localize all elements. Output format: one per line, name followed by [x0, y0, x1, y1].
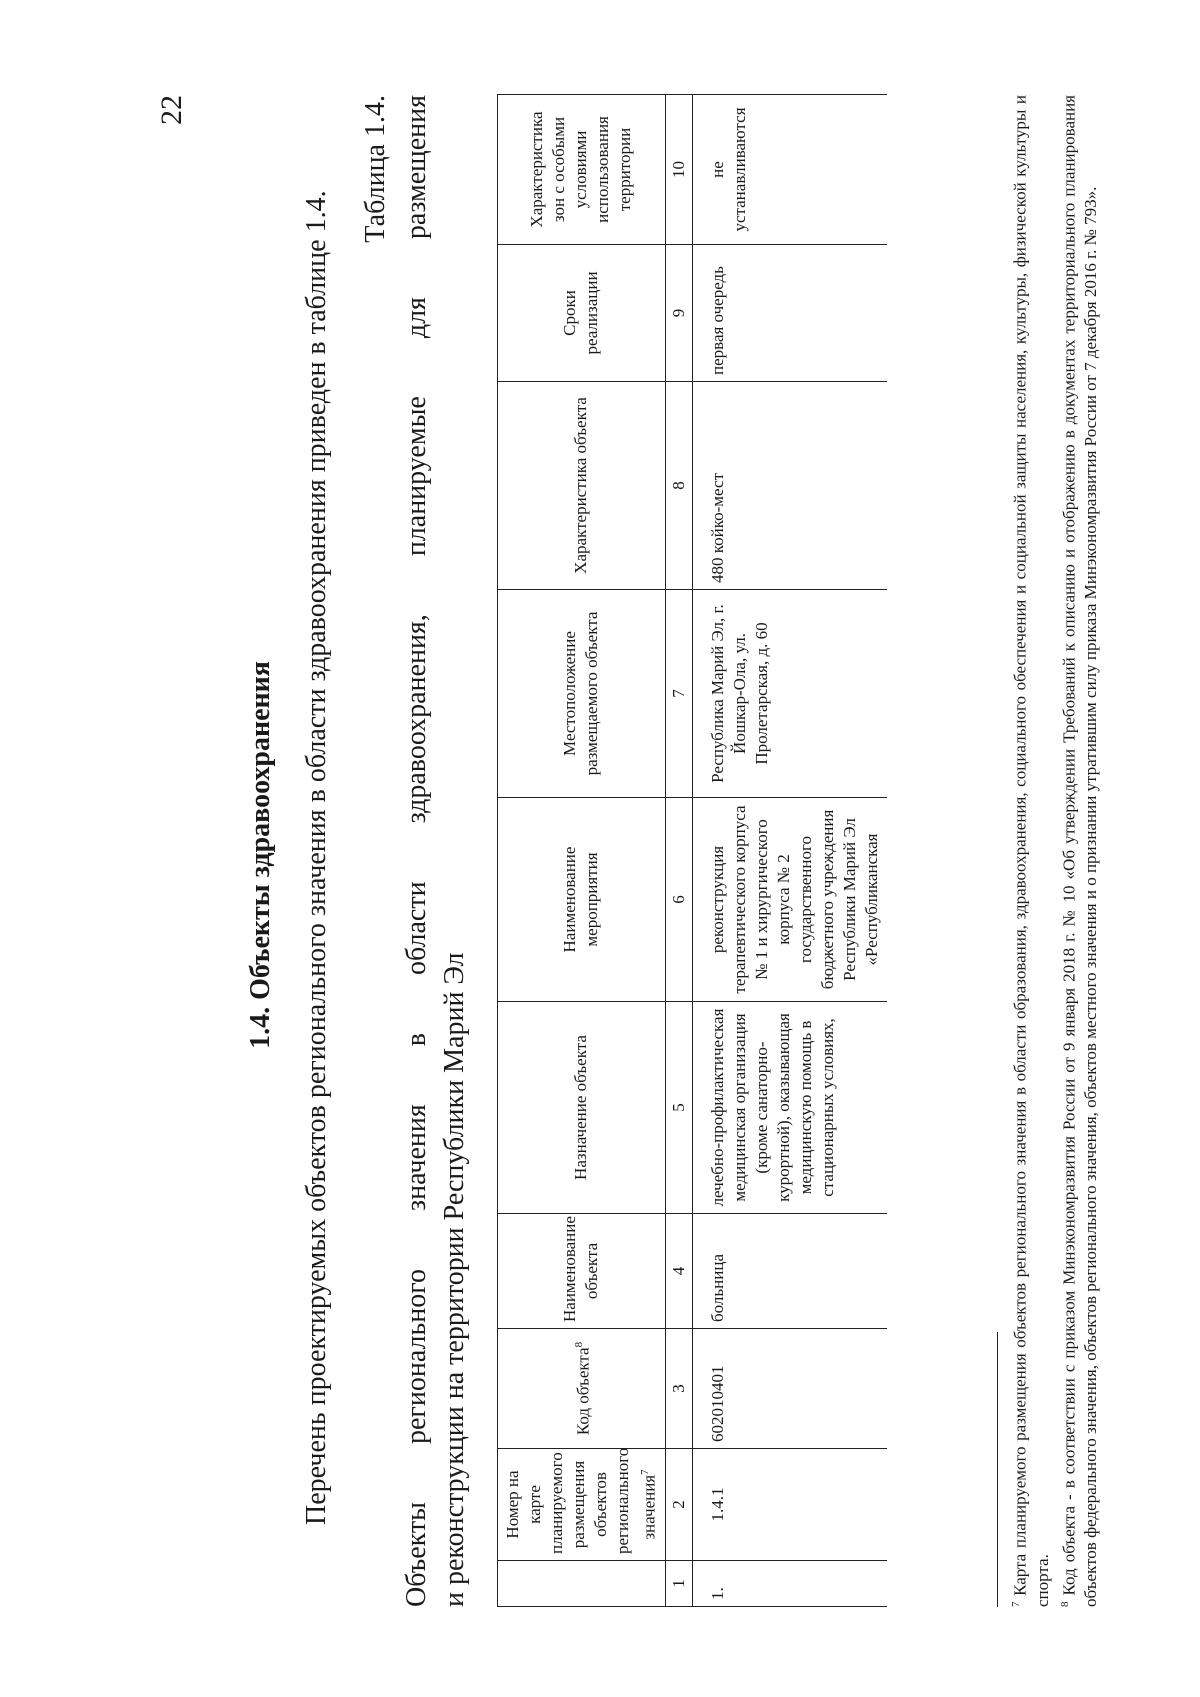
column-number: 2 — [665, 1449, 692, 1561]
footnote-mark-8: 8 — [573, 1341, 585, 1348]
header-cell-6: Наименование мероприятия — [498, 798, 666, 1002]
implementation-terms: первая очередь — [692, 245, 887, 382]
header-cell-1 — [498, 1561, 666, 1607]
object-purpose: лечебно-профилактическая медицинская организация (кроме санаторно-курортной), оказывающая медицинскую помощь в стационарных условиях, — [692, 1002, 887, 1214]
footnote-mark: 7 — [1010, 1601, 1022, 1607]
header-cell-10: Характеристика зон с особыми условиями использования территории — [498, 95, 666, 245]
object-location: Республика Марий Эл, г. Йошкар-Ола, ул. Пролетарская, д. 60 — [692, 590, 887, 798]
table-caption: Таблица 1.4. — [360, 95, 391, 243]
column-number: 1 — [665, 1561, 692, 1607]
footnotes — [1005, 95, 1102, 1607]
rotated-page-content — [45, 65, 1105, 1645]
section-title: 1.4. Объекты здравоохранения — [245, 661, 276, 1049]
header-cell-9: Сроки реализации — [498, 245, 666, 382]
footnote-text: Карта планируемого размещения объектов регионального значения в области образования, здравоохранения, социального обеспечения и социальной защиты населения, культуры, физической культуры и спорта. — [1010, 95, 1052, 1607]
footnote-text: Код объекта - в соответствии с приказом Минэкономразвития России от 9 января 2018 г. № 10 «Об утверждении Требований к описанию и отображению в документах территориального планирования объектов федерального значения, объектов регионального значения, объектов местного значения и о признании утратившим силу приказа Минэкономразвития России от 7 декабря 2016 г. № 793». — [1059, 94, 1101, 1607]
table-header-row — [498, 95, 666, 1607]
row-index: 1. — [692, 1561, 887, 1607]
object-characteristic: 480 койко-мест — [692, 382, 887, 590]
header-cell-7: Местоположение размещаемого объекта — [498, 590, 666, 798]
objects-table — [497, 94, 887, 1607]
zone-characteristic: не устанавливаются — [692, 95, 887, 245]
footnote-divider — [997, 1332, 998, 1607]
object-name: больница — [692, 1214, 887, 1329]
column-number: 8 — [665, 382, 692, 590]
column-number: 10 — [665, 95, 692, 245]
header-cell-5: Назначение объекта — [498, 1002, 666, 1214]
column-number-row — [665, 95, 692, 1607]
table-row — [692, 95, 887, 1607]
column-number: 3 — [665, 1329, 692, 1449]
column-number: 5 — [665, 1002, 692, 1214]
object-code: 602010401 — [692, 1329, 887, 1449]
footnote-8 — [1054, 95, 1103, 1607]
column-number: 9 — [665, 245, 692, 382]
footnote-mark: 8 — [1058, 1601, 1071, 1607]
table-heading-line-2: и реконструкции на территории Республики Марий Эл — [439, 952, 470, 1607]
footnote-7 — [1005, 95, 1054, 1607]
header-cell-4: Наименование объекта — [498, 1214, 666, 1329]
column-number: 4 — [665, 1214, 692, 1329]
table-heading-line-1: Объекты регионального значения в области здравоохранения, планируемые для размещения — [401, 95, 432, 1607]
map-number: 1.4.1 — [692, 1449, 887, 1561]
column-number: 7 — [665, 590, 692, 798]
table-heading — [398, 95, 474, 1607]
header-cell-2: Номер на карте планируемого размещения объектов регионального значения$^7$ — [498, 1449, 666, 1561]
page-number: 22 — [155, 95, 188, 125]
measure-name: реконструкция терапевтического корпуса № 1 и хирургического корпуса № 2 государственного бюджетного учреждения Республики Марий Эл «Республиканская — [692, 798, 887, 1002]
header-cell-8: Характеристика объекта — [498, 382, 666, 590]
header-cell-3: Код объекта$^8$ — [498, 1329, 666, 1449]
footnote-mark-7: 7 — [639, 1469, 651, 1475]
column-number: 6 — [665, 798, 692, 1002]
intro-paragraph: Перечень проектируемых объектов регионального значения в области здравоохранения приведен в таблице 1.4. — [301, 190, 332, 1525]
